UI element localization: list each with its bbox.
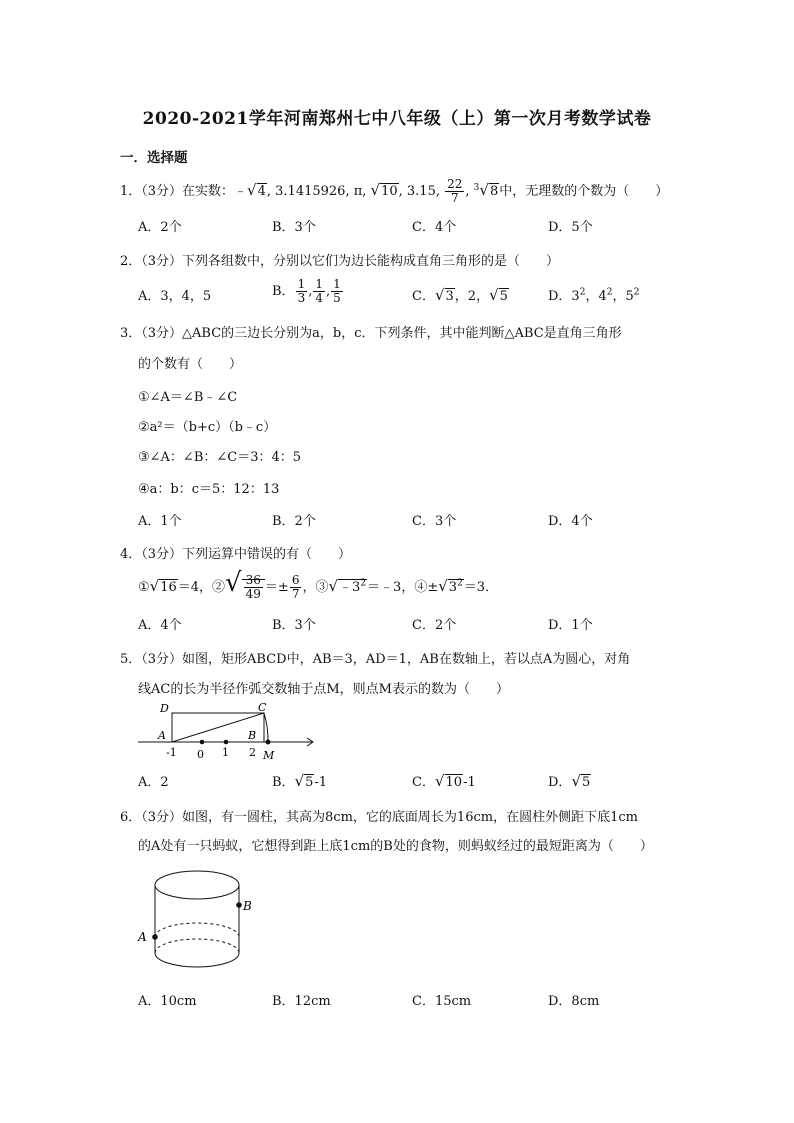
question-5-stem-2: 线AC的长为半径作弧交数轴于点M，则点M表示的数为（ ） <box>138 682 509 697</box>
label-d: D <box>160 702 169 715</box>
q2-option-c: C．√3，2，√5 <box>412 286 508 304</box>
q4-option-a: A．4个 <box>138 618 182 633</box>
q6-option-b: B．12cm <box>272 994 331 1009</box>
q5-option-a: A．2 <box>138 775 169 790</box>
page-title: 2020-2021学年河南郑州七中八年级（上）第一次月考数学试卷 <box>142 109 652 129</box>
q6-option-a: A．10cm <box>138 994 197 1009</box>
q2-option-b: B． $\frac{1}{3}$ , $\frac{1}{4}$ , $\frac{1}{5}$ <box>272 277 341 306</box>
sqrt-neg-3-squared: $√﹣3^2$ <box>328 577 367 595</box>
q3-condition-2: ②a²＝（b+c）（b﹣c） <box>138 420 277 435</box>
q3-option-d: D．4个 <box>548 514 593 529</box>
q1-option-a: A．2个 <box>138 220 182 235</box>
q2-option-d: D．$3^2$，$4^2$，$5^2$ <box>548 287 640 304</box>
question-4-stem: 4．（3分）下列运算中错误的有（ ） <box>120 547 352 562</box>
label-a: A <box>158 729 166 742</box>
label-b: B <box>248 729 257 742</box>
sqrt-3-squared: $√3^2$ <box>438 577 463 595</box>
label-c: C <box>258 701 267 714</box>
question-2-stem: 2．（3分）下列各组数中，分别以它们为边长能构成直角三角形的是（ ） <box>120 254 560 269</box>
question-5-stem-1: 5．（3分）如图，矩形ABCD中，AB＝3，AD＝1，AB在数轴上，若以点A为圆心，对角 <box>120 652 631 667</box>
q1-option-b: B．3个 <box>272 220 316 235</box>
cylinder-bottom-front <box>155 953 239 967</box>
q4-option-c: C．2个 <box>412 618 457 633</box>
q3-option-a: A．1个 <box>138 514 182 529</box>
question-1-stem: 1．（3分）在实数：﹣√4, 3.1415926, π, √10, 3.15, $\frac{22}{7}$ , $^3$√8中，无理数的个数为（ ） <box>120 177 669 206</box>
fraction-1-4: $\frac{1}{4}$ <box>315 277 323 306</box>
q3-option-c: C．3个 <box>412 514 457 529</box>
q3-condition-1: ①∠A＝∠B﹣∠C <box>138 390 238 405</box>
tick-1: 1 <box>222 746 229 759</box>
question-6-stem-2: 的A处有一只蚂蚁，它想得到距上底1cm的B处的食物，则蚂蚁经过的最短距离为（ ） <box>138 839 653 854</box>
sqrt-16: √16 <box>149 577 177 595</box>
point-0 <box>200 740 205 745</box>
q1-option-c: C．4个 <box>412 220 457 235</box>
tick-2: 2 <box>249 746 256 759</box>
fraction-1-3: $\frac{1}{3}$ <box>297 277 306 306</box>
fraction-6-7: $\frac{6}{7}$ <box>291 572 300 601</box>
q4-option-b: B．3个 <box>272 618 316 633</box>
sqrt-4: √4 <box>247 181 266 200</box>
label-b: B <box>243 899 252 913</box>
question-3-stem-2: 的个数有（ ） <box>138 357 243 372</box>
fraction-1-5: $\frac{1}{5}$ <box>333 277 341 306</box>
cbrt-8: √8 <box>479 181 499 200</box>
point-a <box>152 934 158 940</box>
sqrt-36-49: √ $\frac{36}{49}$ <box>225 568 265 601</box>
question-6-stem-1: 6．（3分）如图，有一圆柱，其高为8cm，它的底面周长为16cm，在圆柱外侧距下底1cm <box>120 810 638 825</box>
ant-path-dashed <box>155 923 239 937</box>
label-a: A <box>138 930 147 944</box>
point-m <box>266 740 271 745</box>
arc-cm <box>264 713 268 742</box>
cube-root-index: 3 <box>473 182 480 193</box>
tick-neg1: -1 <box>166 746 177 759</box>
q5-option-c: C．√10-1 <box>412 772 476 790</box>
label-m: M <box>263 749 275 762</box>
point-b <box>236 902 242 908</box>
section-heading: 一．选择题 <box>120 150 188 166</box>
sqrt-10: √10 <box>370 181 398 200</box>
q3-option-b: B．2个 <box>272 514 316 529</box>
q6-cylinder-figure <box>130 860 260 980</box>
tick-0: 0 <box>197 748 204 761</box>
sqrt-5: √5 <box>489 286 508 304</box>
q1-option-d: D．5个 <box>548 220 593 235</box>
q4-expressions: ①√16＝4，②√ $\frac{36}{49}$ ＝± $\frac{6}{7}$ ，$③√﹣3^2=﹣3$，$④\pm√3^2=3$． <box>138 568 499 601</box>
q5-rectangle-numberline-figure <box>130 698 330 766</box>
q3-condition-3: ③∠A：∠B：∠C＝3：4：5 <box>138 450 302 465</box>
q2-option-a: A．3，4，5 <box>138 289 212 304</box>
point-1 <box>224 740 229 745</box>
q4-option-d: D．1个 <box>548 618 593 633</box>
cylinder-bottom-back <box>155 939 239 953</box>
q5-option-b: B．√5-1 <box>272 772 328 790</box>
cylinder-top <box>155 871 239 899</box>
q3-condition-4: ④a：b：c＝5：12：13 <box>138 482 280 497</box>
q5-option-d: D．√5 <box>548 772 591 790</box>
q6-option-d: D．8cm <box>548 994 600 1009</box>
fraction-22-7: $\frac{22}{7}$ <box>447 177 463 206</box>
q6-option-c: C．15cm <box>412 994 472 1009</box>
question-3-stem-1: 3．（3分）△ABC的三边长分别为a，b，c．下列条件，其中能判断△ABC是直角三角形 <box>120 326 622 341</box>
sqrt-3: √3 <box>434 286 454 304</box>
